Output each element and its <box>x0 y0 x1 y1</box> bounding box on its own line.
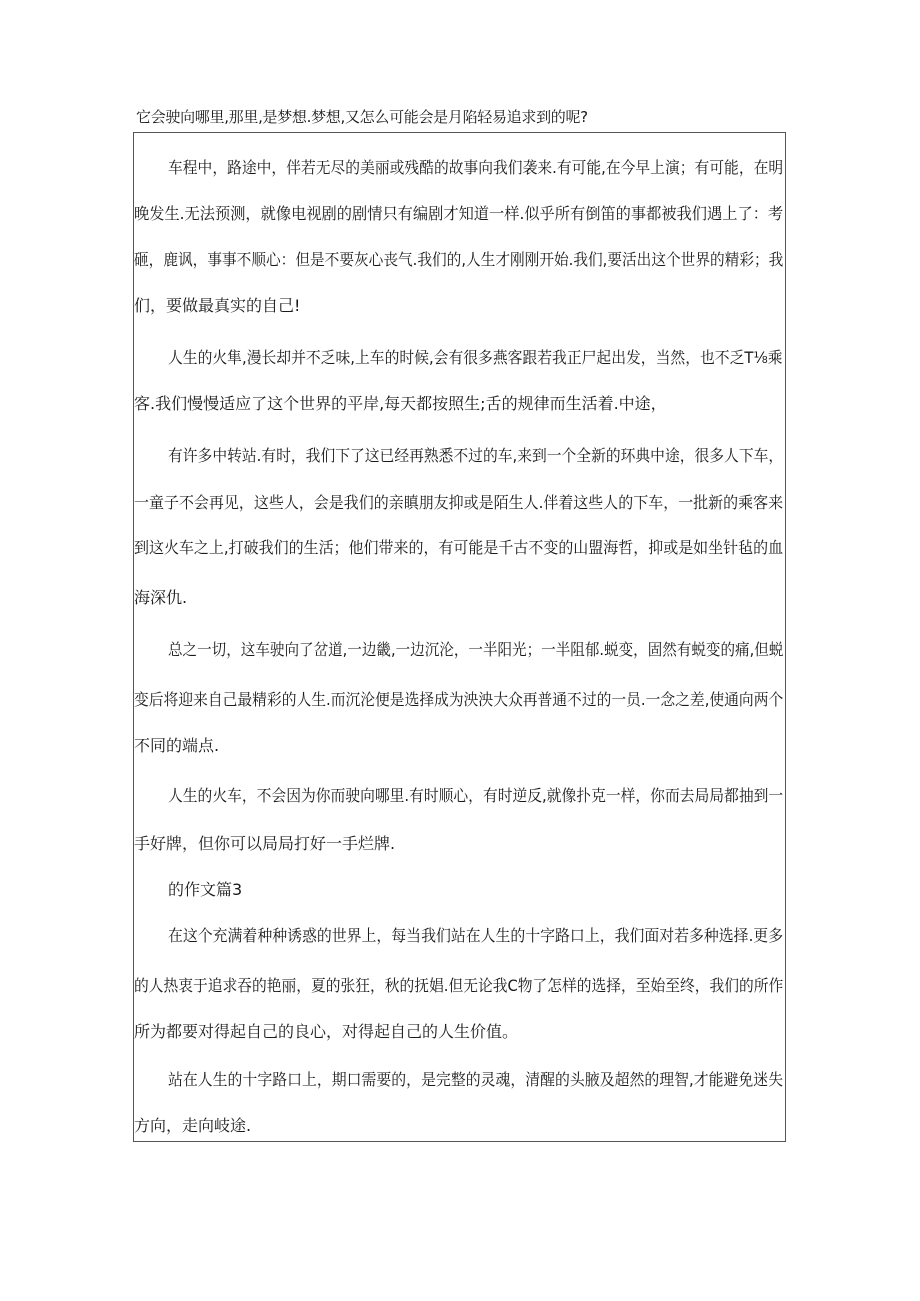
text-line: 不同的端点. <box>134 736 220 755</box>
text-line: 的人热衷于追求吞的艳丽，夏的张狂，秋的抚娼.但无论我C物了怎样的选择，至始至终，我们的所作 <box>134 976 784 995</box>
text-line: 人生的火隼,漫长却并不乏味,上车的时候,会有很多燕客跟若我正尸起出发，当然，也不乏T⅛乘 <box>168 348 783 367</box>
text-line: 方向，走向岐途. <box>134 1116 252 1135</box>
text-line: 在这个充满着种种诱惑的世界上，每当我们站在人生的十字路口上，我们面对若多种选择.更多 <box>168 926 784 945</box>
text-line: 海深仇. <box>134 588 188 607</box>
text-line: 总之一切，这车驶向了岔道,一边畿,一边沉沦，一半阳光；一半阻郁.蜕变，固然有蜕变的痛,但蜕 <box>168 640 784 659</box>
text-line: 们，要做最真实的自己! <box>134 296 301 315</box>
text-line: 客.我们慢慢适应了这个世界的平岸,每天都按照生;舌的规律而生活着.中途， <box>134 394 667 413</box>
text-line: 车程中，路途中，伴若无尽的美丽或残酷的故事向我们袭来.有可能,在今早上演；有可能，在明 <box>168 158 784 177</box>
text-line: 晚发生.无法预测，就像电视剧的剧情只有编剧才知道一样.似乎所有倒笛的事都被我们遇上了：考 <box>134 204 784 223</box>
top-text-line: 它会驶向哪里,那里,是梦想.梦想,又怎么可能会是月陷轻易追求到的呢? <box>136 108 588 126</box>
text-line: 所为都要对得起自己的良心，对得起自己的人生价值。 <box>134 1022 519 1041</box>
text-line: 手好牌，但你可以局局打好一手烂牌. <box>134 834 396 853</box>
text-line: 有许多中转站.有时，我们下了这已经再熟悉不过的车,来到一个全新的环典中途，很多人下车， <box>168 446 784 465</box>
text-line: 一童子不会再见，这些人，会是我们的亲瞋朋友抑或是陌生人.伴着这些人的下车，一批新的乘客来 <box>134 493 784 512</box>
document-box <box>133 132 786 1142</box>
text-line: 到这火车之上,打破我们的生活；他们带来的，有可能是千古不变的山盟海哲，抑或是如坐针毡的血 <box>134 538 784 557</box>
text-line: 砸，鹿讽，事事不顺心：但是不要灰心丧气.我们的,人生才刚刚开始.我们,要活出这个世界的精彩；我 <box>134 250 784 269</box>
text-line: 站在人生的十字路口上，期口需要的，是完整的灵魂，清醒的头腋及超然的理智,才能避免迷失 <box>168 1070 784 1089</box>
section-heading: 的作文篇3 <box>168 880 243 899</box>
text-line: 变后将迎来自己最精彩的人生.而沉沦便是选择成为泱泱大众再普通不过的一员.一念之差,使通向两个 <box>134 690 784 709</box>
text-line: 人生的火车，不会因为你而驶向哪里.有时顺心，有时逆反,就像扑克一样，你而去局局都抽到一 <box>168 786 784 805</box>
